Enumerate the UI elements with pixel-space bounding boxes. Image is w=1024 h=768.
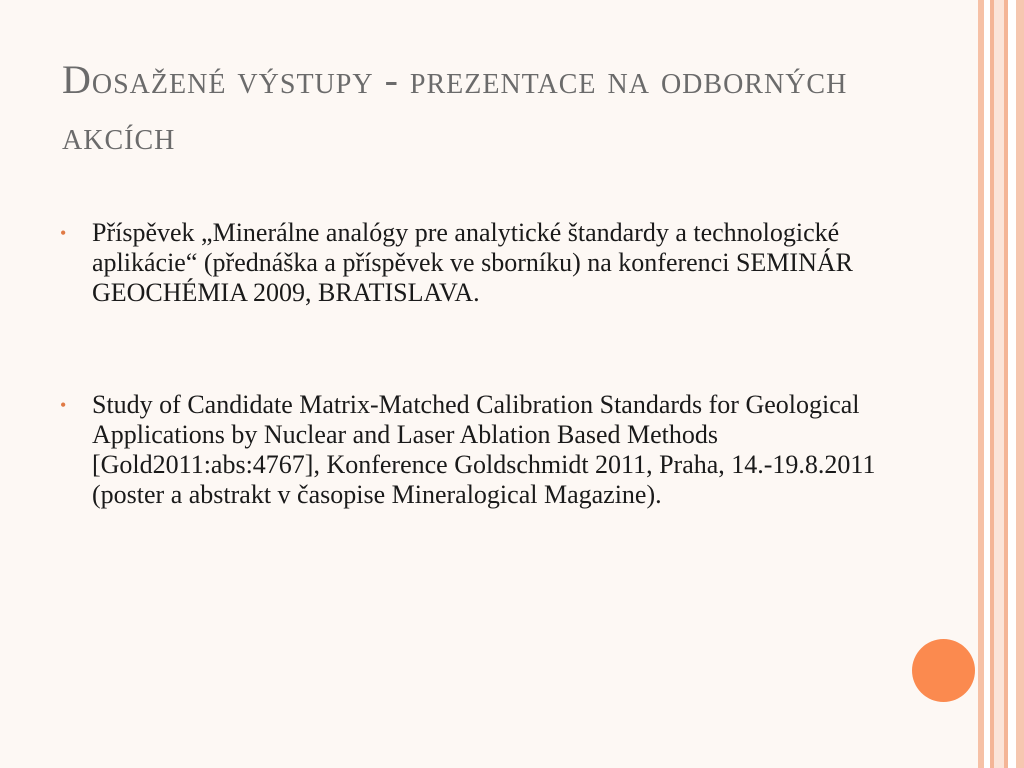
slide-title: Dosažené výstupy - prezentace na odborných akcích [62,57,848,158]
bullet-text: Study of Candidate Matrix-Matched Calibration Standards for Geological Applications by Nuclear and Laser Ablation Based Methods [Gold2011:abs:4767], Konference Goldschmidt 2011, Praha, 14.-19.8.2011 (poster a abstrakt v časopise Mineralogical Magazine). [92,390,876,509]
bullet-text: Příspěvek „Minerálne analógy pre analytické štandardy a technologické aplikácie“ (přednáška a příspěvek ve sborníku) na konferenci SEMINÁR GEOCHÉMIA 2009, BRATISLAVA. [92,218,853,307]
decorative-stripe [1016,0,1024,768]
bullet-dot-icon: • [60,223,67,243]
bullet-list [58,218,878,510]
decorative-circle-icon [912,639,975,702]
decorative-stripe [1008,0,1016,768]
bullet-dot-icon: • [60,395,67,415]
bullet-item-goldschmidt [58,390,878,510]
decorative-stripe [994,0,1004,768]
bullet-item-seminar-geochemia [58,218,878,308]
